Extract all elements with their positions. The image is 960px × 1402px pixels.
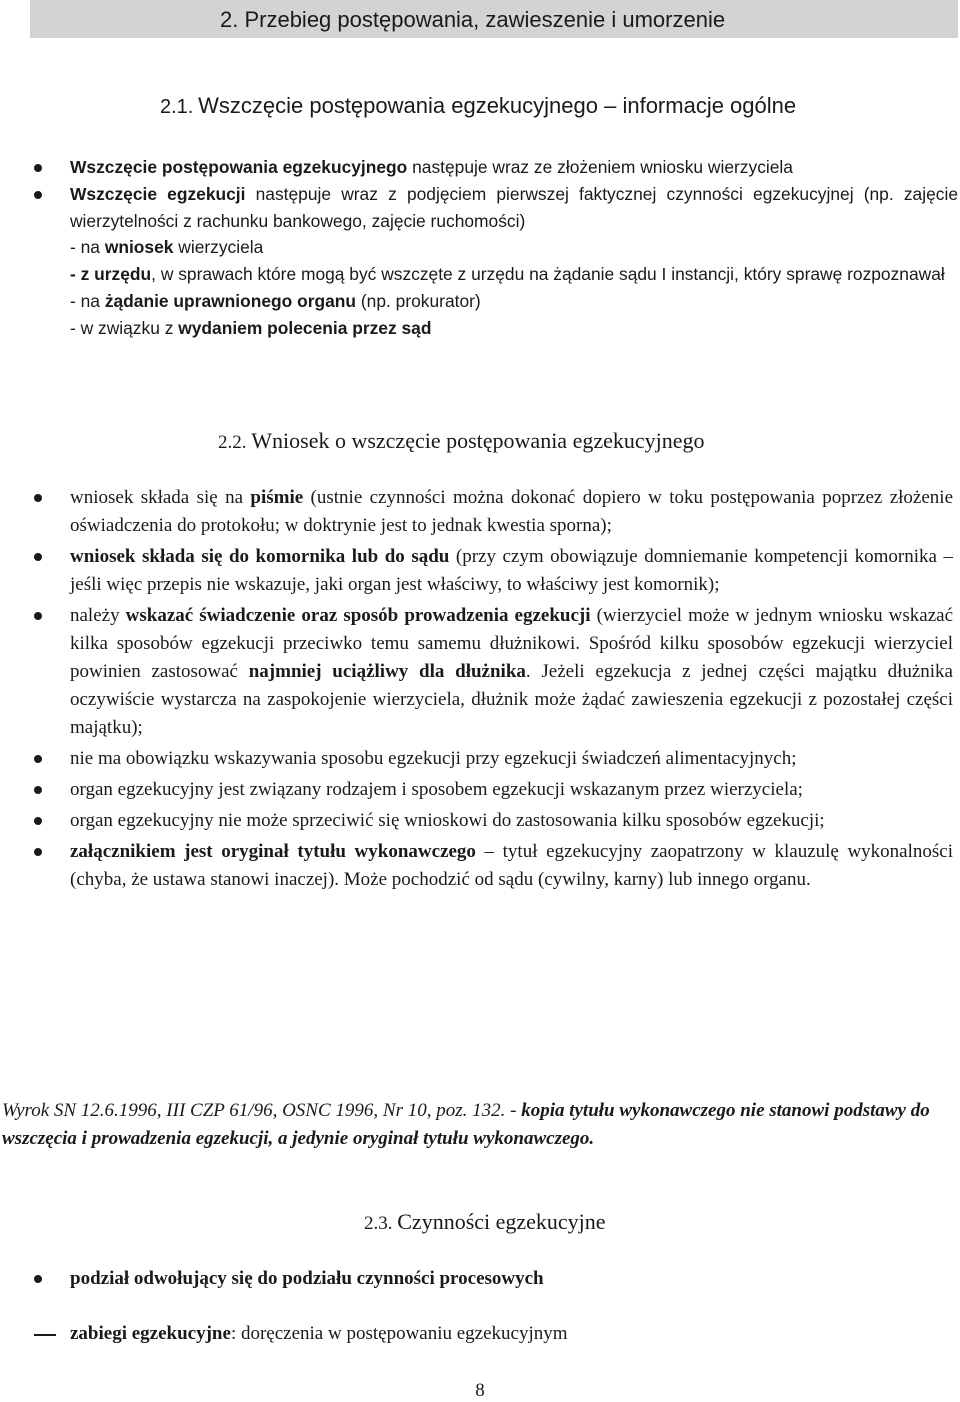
section-number: 2.2. xyxy=(218,432,247,453)
list-item: nie ma obowiązku wskazywania sposobu egzekucji przy egzekucji świadczeń alimentacyjnych; xyxy=(70,745,953,773)
list-item xyxy=(70,181,958,342)
section-heading-2-1 xyxy=(160,93,796,119)
court-ruling-quote xyxy=(2,1097,957,1153)
page-number: 8 xyxy=(475,1380,485,1401)
section-title: Wszczęcie postępowania egzekucyjnego – informacje ogólne xyxy=(198,93,797,118)
section-heading-2-3 xyxy=(364,1209,606,1235)
list-item: organ egzekucyjny nie może sprzeciwić się wnioskowi do zastosowania kilku sposobów egzekucji; xyxy=(70,807,953,835)
section-number: 2.3. xyxy=(364,1213,393,1234)
section-title: Wniosek o wszczęcie postępowania egzekucyjnego xyxy=(251,428,705,453)
section-title: Czynności egzekucyjne xyxy=(397,1209,606,1234)
list-item: załącznikiem jest oryginał tytułu wykonawczego – tytuł egzekucyjny zaopatrzony w klauzulę wykonalności (chyba, że ustawa stanowi inaczej). Może pochodzić od sądu (cywilny, karny) lub innego organu. xyxy=(70,838,953,894)
bold-text: Wszczęcie egzekucji xyxy=(70,183,246,204)
sub-line: - na wniosek wierzyciela xyxy=(70,237,264,258)
chapter-title: 2. Przebieg postępowania, zawieszenie i umorzenie xyxy=(220,7,726,32)
list-item: zabiegi egzekucyjne: doręczenia w postępowaniu egzekucyjnym xyxy=(70,1320,953,1348)
bold-text: Wszczęcie postępowania egzekucyjnego xyxy=(70,157,408,177)
list-item: wniosek składa się na piśmie (ustnie czynności można dokonać dopiero w toku postępowania poprzez złożenie oświadczenia do protokołu; w doktrynie jest to jednak kwestia sporna); xyxy=(70,484,953,540)
ruling-reference: Wyrok SN 12.6.1996, III CZP 61/96, OSNC 1996, Nr 10, poz. 132. - xyxy=(2,1100,522,1121)
section-heading-2-2 xyxy=(218,428,705,454)
section-2-1-list xyxy=(70,154,958,342)
section-number: 2.1. xyxy=(160,96,194,118)
list-item: organ egzekucyjny jest związany rodzajem i sposobem egzekucji wskazanym przez wierzyciela; xyxy=(70,776,953,804)
sub-line: - w związku z wydaniem polecenia przez sąd xyxy=(70,317,432,338)
list-item: podział odwołujący się do podziału czynności procesowych xyxy=(70,1265,953,1293)
ruling-holding: kopia tytułu wykonawczego nie stanowi podstawy do wszczęcia i prowadzenia egzekucji, a jedynie oryginał tytułu wykonawczego. xyxy=(2,1100,930,1149)
sub-line: - na żądanie uprawnionego organu (np. prokurator) xyxy=(70,290,481,311)
body-text: następuje wraz ze złożeniem wniosku wierzyciela xyxy=(407,157,793,177)
sub-line: - z urzędu, w sprawach które mogą być wszczęte z urzędu na żądanie sądu I instancji, który sprawę rozpoznawał xyxy=(70,264,945,285)
list-item: należy wskazać świadczenie oraz sposób prowadzenia egzekucji (wierzyciel może w jednym wniosku wskazać kilka sposobów egzekucji przeciwko temu samemu dłużnikowi. Spośród kilku sposobów egzekucji wierzyciel powinien zastosować najmniej uciążliwy dla dłużnika. Jeżeli egzekucja z jednej części majątku dłużnika oczywiście wystarcza na zaspokojenie wierzyciela, dłużnik może żądać zawieszenia egzekucji z pozostałej części majątku); xyxy=(70,602,953,742)
list-item: wniosek składa się do komornika lub do sądu (przy czym obowiązuje domniemanie kompetencji komornika – jeśli więc przepis nie wskazuje, jaki organ jest właściwy, to właściwy jest komornik); xyxy=(70,543,953,599)
section-2-2-list xyxy=(70,484,953,894)
body-text: następuje wraz z podjęciem pierwszej faktycznej czynności egzekucyjnej (np. zajęcie wierzytelności z rachunku bankowego, zajęcie ruchomości) xyxy=(70,183,958,231)
list-item xyxy=(70,154,958,181)
chapter-banner xyxy=(30,0,958,38)
